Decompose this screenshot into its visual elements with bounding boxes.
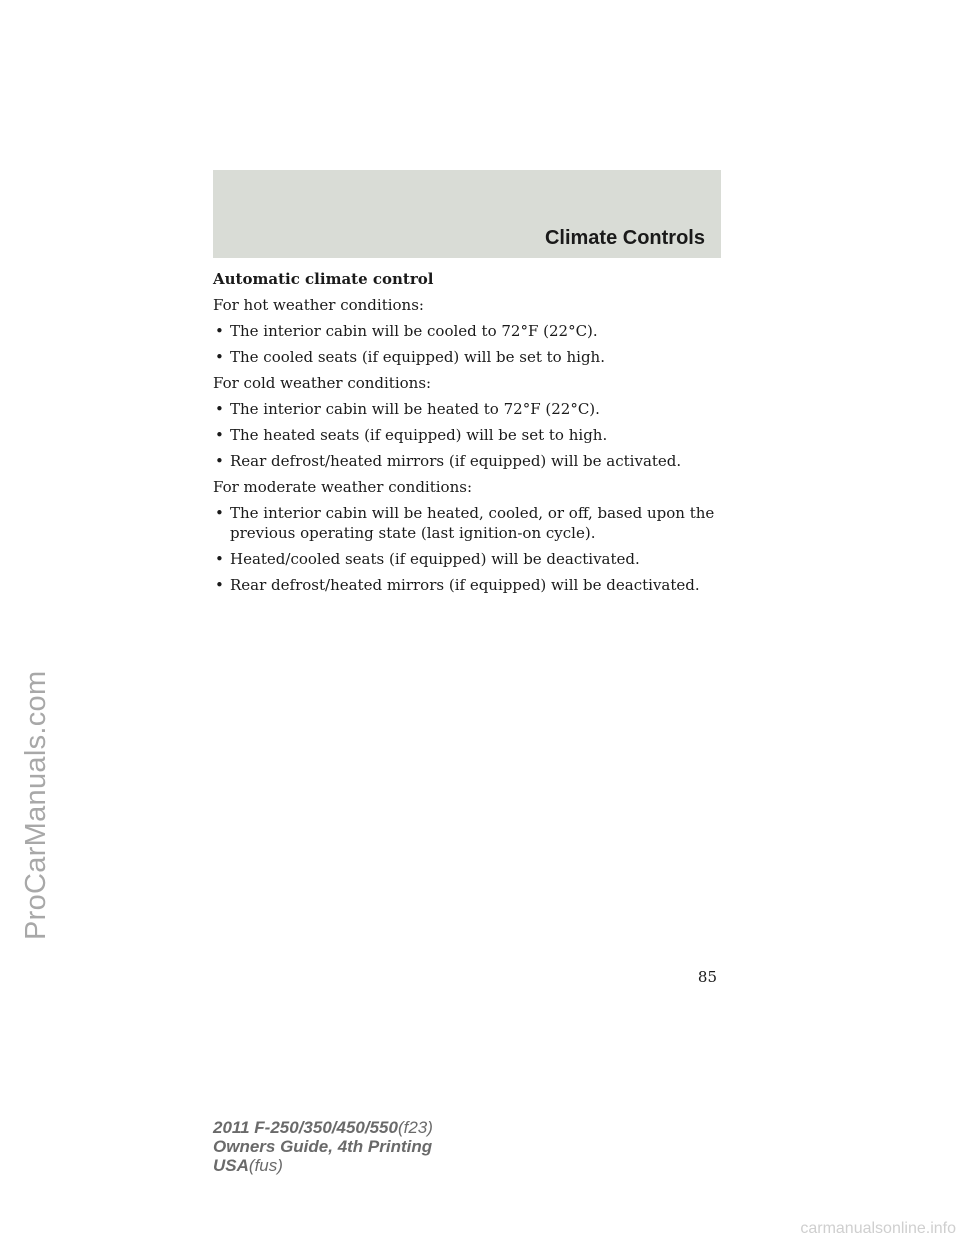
list-item-text: Rear defrost/heated mirrors (if equipped) will be activated.: [230, 452, 682, 470]
bullet-icon: •: [215, 348, 224, 366]
list-item-text-continued: previous operating state (last ignition-on cycle).: [230, 524, 596, 542]
corner-watermark: carmanualsonline.info: [800, 1220, 956, 1237]
list-item-text: The interior cabin will be heated, cooled, or off, based upon the: [230, 504, 715, 522]
list-item: [213, 503, 721, 543]
list-item: [213, 549, 721, 569]
page-number: 85: [697, 968, 717, 986]
document-footer: [213, 1118, 433, 1175]
cold-weather-intro: For cold weather conditions:: [213, 374, 432, 392]
footer-market: USA: [213, 1156, 249, 1175]
hot-weather-intro: For hot weather conditions:: [213, 296, 424, 314]
list-item: [213, 425, 721, 445]
bullet-icon: •: [215, 426, 224, 444]
bullet-icon: •: [215, 452, 224, 470]
bullet-icon: •: [215, 550, 224, 568]
section-title: Climate Controls: [544, 227, 705, 249]
bullet-icon: •: [215, 576, 224, 594]
list-item-text: The heated seats (if equipped) will be set to high.: [230, 426, 608, 444]
section-header-band: [213, 170, 721, 258]
footer-model-code: (f23): [397, 1118, 433, 1137]
bullet-icon: •: [215, 400, 224, 418]
moderate-weather-intro: For moderate weather conditions:: [213, 478, 472, 496]
bullet-icon: •: [215, 504, 224, 522]
footer-model-line: [213, 1118, 433, 1137]
list-item: [213, 575, 721, 595]
bullet-icon: •: [215, 322, 224, 340]
list-item: [213, 347, 721, 367]
list-item: [213, 451, 721, 471]
list-item-text: The cooled seats (if equipped) will be set to high.: [230, 348, 605, 366]
list-item: [213, 321, 721, 341]
footer-market-code: (fus): [248, 1156, 283, 1175]
page-body: [213, 269, 721, 601]
footer-printing: Owners Guide, 4th Printing: [213, 1137, 433, 1156]
list-item-text: Rear defrost/heated mirrors (if equipped) will be deactivated.: [230, 576, 700, 594]
side-watermark: ProCarManuals.com: [20, 670, 52, 940]
footer-model: 2011 F-250/350/450/550: [213, 1118, 398, 1137]
heading-automatic-climate-control: Automatic climate control: [213, 270, 434, 288]
list-item: [213, 399, 721, 419]
list-item-text: The interior cabin will be cooled to 72°F (22°C).: [230, 322, 598, 340]
list-item-text: Heated/cooled seats (if equipped) will be deactivated.: [230, 550, 640, 568]
footer-market-line: [213, 1156, 433, 1175]
list-item-text: The interior cabin will be heated to 72°F (22°C).: [230, 400, 600, 418]
